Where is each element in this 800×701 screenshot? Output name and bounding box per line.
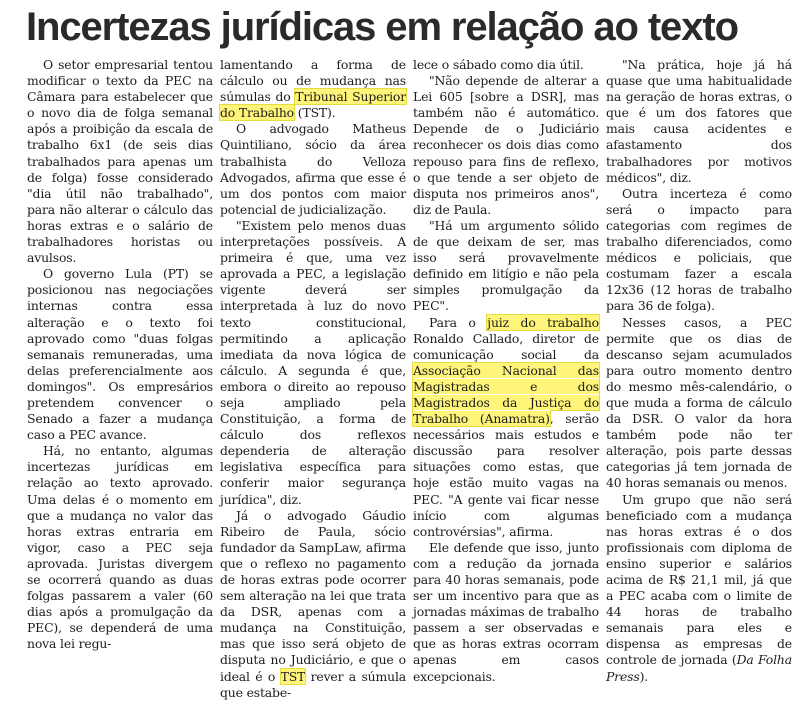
article-paragraph [606,57,792,186]
highlighted-term: TST [280,668,306,684]
paragraph-text: ). [639,668,649,684]
article-paragraph [220,218,406,508]
paragraph-text: Para o [429,314,488,330]
paragraph-text: O setor empresarial tentou modificar o texto da PEC na Câmara para estabelecer que o novo dia de folga semanal após a proibição da escala de trabalho 6x1 (de seis dias trabalhados para apenas um de folga) fosse considerado "dia útil não trabalhado", para não alterar o cálculo das horas extras e o salário de trabalhadores horistas ou avulsos. [27,57,213,266]
paragraph-text: O advogado Matheus Quintiliano, sócio da área trabalhista do Velloza Advogados, afirma que esse é um dos pontos com maior potencial de judicialização. [220,121,406,217]
paragraph-text: Nesses casos, a PEC permite que os dias de descanso sejam acumulados para outro momento dentro do mesmo mês-calendário, o que muda a forma de cálculo da DSR. O valor da hora também pode não ter alteração, pois parte dessas categorias já tem jornada de 40 horas semanais ou menos. [606,314,792,491]
article-paragraph [27,57,213,266]
article-paragraph [413,540,599,685]
article-paragraph [220,508,406,701]
paragraph-text: Outra incerteza é como será o impacto para categorias com regimes de trabalho diferenciados, como médicos e policiais, que costumam fazer a escala 12x36 (12 horas de trabalho para 36 de folga). [606,185,792,314]
highlighted-term: Associação Nacional das Magistradas e dos Magistrados da Justiça do Trabalho (Anamatra) [413,362,599,427]
highlighted-term: Tribunal Superior do Trabalho [220,89,406,121]
article-paragraph [220,121,406,218]
article-paragraph [27,443,213,652]
source-credit: Da Folha Press [606,652,792,684]
paragraph-text: lamentando a forma de cálculo ou de mudança nas súmulas do [220,57,406,105]
article-column-2 [220,57,406,700]
article-column-4 [606,57,792,684]
article-paragraph [606,186,792,315]
article-column-3 [413,57,599,684]
article-paragraph [413,57,599,73]
paragraph-text: "Não depende de alterar a Lei 605 [sobre a DSR], mas também não é automático. Depende de o Judiciário reconhecer os dois dias como repouso para fins de reflexo, o que tende a ser objeto de disputa nos primeiros anos", diz de Paula. [413,73,599,217]
article-paragraph [27,266,213,443]
paragraph-text: Há, no entanto, algumas incertezas jurídicas em relação ao texto aprovado. Uma delas é o momento em que a mudança no valor das horas extras entraria em vigor, caso a PEC seja aprovada. Juristas divergem se ocorrerá quando as duas folgas passarem a valer (60 dias após a promulgação da PEC), se dependerá de uma nova lei regu- [27,443,213,652]
paragraph-text: "Há um argumento sólido de que deixam de ser, mas isso será provavelmente definido em litígio e não pela simples promulgação da PEC". [413,217,599,314]
article-paragraph [220,57,406,121]
article-column-1 [27,57,213,652]
article-paragraph [413,218,599,315]
paragraph-text: Um grupo que não será beneficiado com a mudança nas horas extras é o dos profissionais com diploma de ensino superior e salários acima de R$ 21,1 mil, já que a PEC acaba com o limite de 44 horas de trabalho semanais para eles e dispensa as empresas de controle de jornada ( [606,491,792,668]
article-paragraph [413,73,599,218]
paragraph-text: lece o sábado como dia útil. [413,57,584,72]
paragraph-text: "Existem pelo menos duas interpretações possíveis. A primeira é que, uma vez aprovada a PEC, a legislação vigente deverá ser interpretada à luz do novo texto constitucional, permitindo a aplicação imediata da nova lógica de cálculo. A segunda é que, embora o direito ao repouso seja ampliado pela Constituição, a forma de cálculo dos reflexos dependeria de alteração legislativa específica para conferir maior segurança jurídica", diz. [220,217,406,507]
article-paragraph [606,492,792,685]
highlighted-term: juiz do trabalho [487,314,599,330]
paragraph-text: O governo Lula (PT) se posicionou nas negociações internas contra essa alteração e o texto foi aprovado como "duas folgas semanais remuneradas, uma delas preferencialmente aos domingos". Os empresários pretendem convencer o Senado a fazer a mudança caso a PEC avance. [27,266,213,443]
paragraph-text: rever a súmula que estabe- [220,668,406,700]
article-paragraph [606,315,792,492]
paragraph-text: "Na prática, hoje já há quase que uma habitualidade na geração de horas extras, o que é um dos fatores que mais causa acidentes e afastamento dos trabalhadores por motivos médicos", diz. [606,57,792,185]
headline: Incertezas jurídicas em relação ao texto [26,5,738,49]
paragraph-text: Ele defende que isso, junto com a redução da jornada para 40 horas semanais, pode ser um incentivo para que as jornadas máximas de trabalho passem a ser observadas e que as horas extras ocorram apenas em casos excepcionais. [413,539,599,684]
article-paragraph [413,315,599,540]
paragraph-text: Ronaldo Callado, diretor de comunicação social da [413,330,599,362]
paragraph-text: Já o advogado Gáudio Ribeiro de Paula, sócio fundador da SampLaw, afirma que o reflexo no pagamento de horas extras pode ocorrer sem alteração na lei que trata da DSR, apenas com a mudança na Constituição, mas que isso será objeto de disputa no Judiciário, e que o ideal é o [220,507,406,684]
paragraph-text: , serão necessários mais estudos e discussão para resolver situações como estas, que hoje estão muito vagas na PEC. "A gente vai ficar nesse início com algumas controvérsias", afirma. [413,411,599,539]
paragraph-text: (TST). [293,105,336,121]
